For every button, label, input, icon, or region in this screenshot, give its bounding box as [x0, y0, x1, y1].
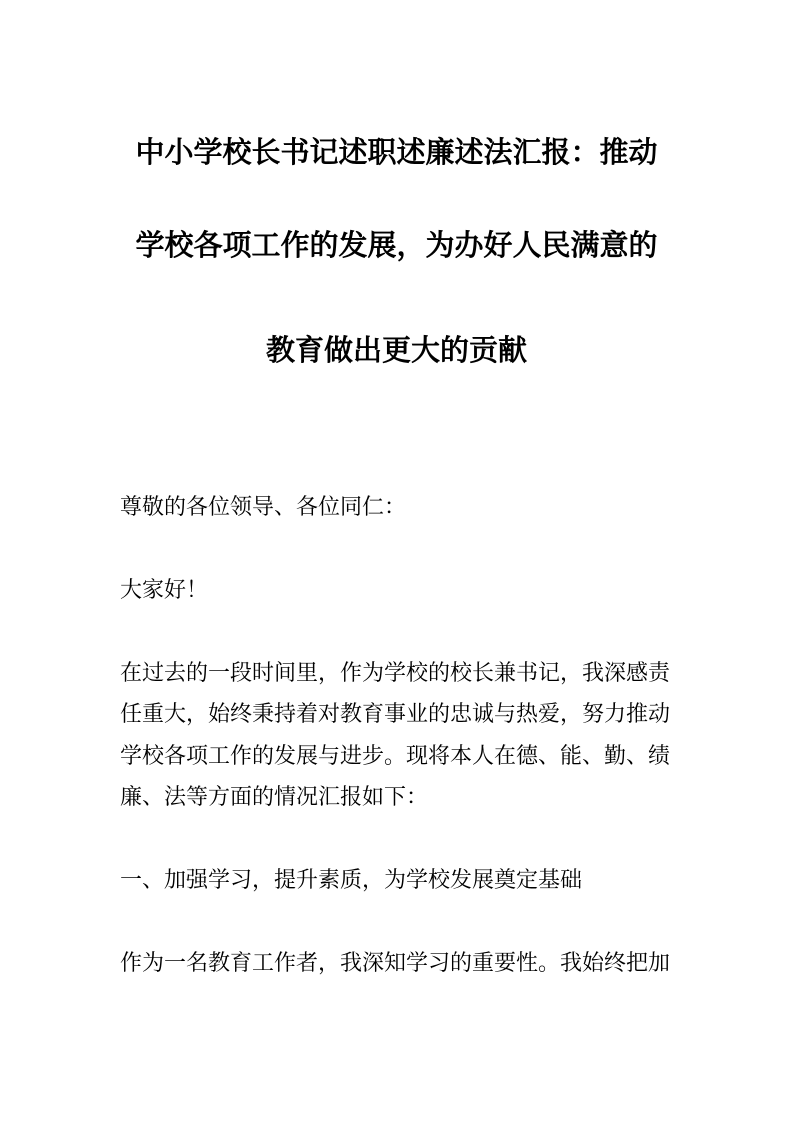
intro-line-3: 学校各项工作的发展与进步。现将本人在德、能、勤、绩 [120, 744, 671, 769]
intro-line-4: 廉、法等方面的情况汇报如下： [120, 785, 429, 810]
salutation: 尊敬的各位领导、各位同仁： [120, 495, 407, 520]
title-line-1: 中小学校长书记述职述廉述法汇报：推动 [135, 135, 658, 169]
greeting: 大家好！ [120, 578, 209, 603]
title-line-2: 学校各项工作的发展，为办好人民满意的 [135, 228, 658, 262]
intro-line-2: 任重大，始终秉持着对教育事业的忠诚与热爱，努力推动 [120, 702, 671, 727]
section-1-heading: 一、加强学习，提升素质，为学校发展奠定基础 [120, 868, 583, 893]
section-1-line-1: 作为一名教育工作者，我深知学习的重要性。我始终把加 [120, 951, 671, 976]
intro-line-1: 在过去的一段时间里，作为学校的校长兼书记，我深感责 [120, 661, 671, 686]
title-line-3: 教育做出更大的贡献 [265, 333, 527, 367]
